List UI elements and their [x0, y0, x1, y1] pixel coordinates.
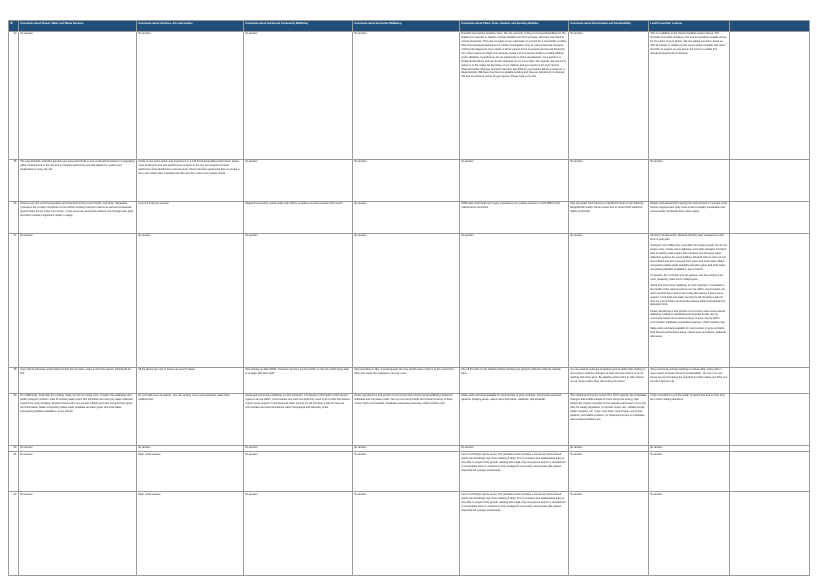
table-cell[interactable] — [137, 201, 244, 233]
cell-text: No answer — [20, 492, 33, 496]
cell-text: No answer — [138, 446, 151, 450]
cell-text: No answer — [354, 234, 367, 238]
cell-text: Stop spending on fibs. It would appear the only growth area in jobs is at the council but them who cares the ratepayers can pay more. — [354, 368, 454, 376]
table-cell[interactable] — [569, 393, 649, 445]
cell-text: Dunedin Gymnastics Academy here. We are currently renting 2 commercial facilities for the academy to operate in. Neither of these facilities are fit for purpose. We have submitted to council previously. This year we apply to our submission to council for a new facility at Sidey Park and requested assistance for further investigation. Due to current financial restraints nothing has happened. Gym sports in all its various forms is growing and we are limited by our current space and high rent. Dunedin needs a fit for purpose facility to enable children, youth, disabled, neurodiverse etc an opportunity to thrive and develop. Gym sports is a fundamental activity and can be life changing for our community. We urgently ask council to assist us in the matter for the future of our children and gym sports in the Gym Sports National Facility Strategy, Dunedin has been identified by Gymnastics NZ as a venue for a Regional Hub. WE have now found a suitable building and have an opportunity to develop this into an amazing venue for gym sports. Please help us do this. — [461, 32, 567, 79]
cell-text: The new kerbside collection services are great and I'd like to see continued investment in upgrading water infrastructure in the city and in creating welcoming and safe places for cyclists and pedestrians to enjoy the city. — [20, 160, 135, 172]
empty-cell[interactable] — [730, 367, 810, 393]
cell-text: No answer — [461, 234, 474, 238]
cell-text: Make parks and land available for communities to grow orchards, food forests and foraging areas, nature trees and plants, wetlands, wild areas. — [650, 327, 727, 339]
cell-text: No answer — [354, 32, 367, 36]
column-header-id[interactable]: ID — [9, 21, 19, 32]
table-cell[interactable] — [19, 492, 137, 576]
table-cell[interactable] — [569, 492, 649, 576]
cell-text: I'd like to see some action and investment in a mid-sized accessible performance space, more funding for arts and performance projects in the city, and support for local performers and practitioners in local events. There has been good work done to create a live music action plan, hopefully this will meet the music communities needs. — [138, 160, 240, 176]
empty-cell[interactable] — [730, 233, 810, 367]
table-row — [9, 201, 810, 233]
cell-text: Do it differently. Look after the existing roads, but do not create more. Create more walkways and public transport corridors. Also fix existing water pipes. But introduce rain and grey water collection systems for every building. Reward citizens who put out less rubbish and who compost their green and food waste. Make composting toilets easily available and also green and food waste composting facilities available in every suburb. — [20, 394, 134, 414]
table-cell[interactable] — [244, 233, 353, 367]
cell-text: Foster development and growth of community and environmental wellbeing instead of individual and corporate profits. Set up community banks and a local currency to keep money within communities. Facilitate cooperative business, which workers own. — [354, 394, 453, 406]
column-header[interactable]: Comments about Economic Wellbeing — [353, 21, 460, 32]
column-header-empty[interactable] — [730, 21, 810, 32]
cell-text: Social and community wellbeing is most important. It is based on the health of the natural systems we live within. Communities can work out what they need to do to help themselves if given some support. Fund food and water security for All. Develop a plan for how our communities can feed themselves within bioregional and planetary limits. — [650, 283, 726, 307]
table-row — [9, 159, 810, 201]
table-cell[interactable] — [649, 31, 730, 159]
cell-text: The natural environment comes first. DCC urgently has to facilitate changes that enable people to thrive using less energy, that reduce the impact of people on the natural environment of our city. Plan for steady population, no growth, fewer cars, reliable simple public transport, etc, many more trees, food forests, community gardens, permeable surfaces, no poisonous sprays on roadsides, nature based solutions etc. — [570, 394, 647, 421]
cell-text: No answer — [138, 234, 151, 238]
table-cell[interactable] — [649, 452, 730, 492]
cell-text: No answer — [650, 160, 663, 164]
cell-text: No answer — [650, 452, 663, 456]
table-cell[interactable] — [353, 492, 460, 576]
table-cell[interactable] — [19, 31, 137, 159]
table-cell[interactable] — [460, 492, 569, 576]
table-cell[interactable] — [137, 31, 244, 159]
table-cell[interactable] — [460, 393, 569, 445]
table-cell[interactable] — [19, 159, 137, 201]
cell-text: Make parks and land available for communities to grow orchards, food forests and food gardens, foraging areas, nature trees and plants, wetlands, wild areas&E. — [461, 394, 562, 402]
cell-text: More music spaces — [138, 492, 161, 496]
cell-text: No answer — [570, 446, 583, 450]
cell-text: No answer — [245, 234, 258, 238]
cell-text: No answer — [245, 160, 258, 164]
cell-text: No answer — [354, 446, 367, 450]
cell-text: Please push ahead with opening the train tunnels to increase cycle tourism opportunities (way more environmentally sustainable and economically worthwhile than cruise ships). — [650, 202, 727, 214]
cell-text: No answer — [354, 452, 367, 456]
row-id-cell[interactable]: 24 — [9, 31, 19, 159]
column-header[interactable]: Comments about Social and Community Wellbeing — [244, 21, 353, 32]
cell-text: No answer — [570, 32, 583, 36]
table-cell[interactable] — [569, 367, 649, 393]
cell-text: Foster development and growth of community and environmental wellbeing instead of individual and corporate profits. Set up community banks and a local currency to keep money within communities. Facilitate cooperative business, which workers own. — [650, 309, 726, 325]
table-cell[interactable] — [137, 393, 244, 445]
table-cell[interactable] — [137, 492, 244, 576]
empty-cell[interactable] — [730, 492, 810, 576]
cell-text: No answer — [20, 234, 33, 238]
cell-text: Lack of a lifestyle sports venue. Our old skate parks and lack a venues for wheel based sports are shockingly low. From skating to dirtly, bmx to scooters and skateboards there is very little to support their growth. Skating has made a big resurgence and from recreational to competitive there is nowhere to truly engage the community and provide safe spaces especially for younger participants. — [461, 452, 566, 472]
cell-text: Love the book bus service! — [138, 202, 170, 206]
table-cell[interactable] — [649, 393, 730, 445]
table-cell[interactable] — [569, 31, 649, 159]
cell-text: No answer — [245, 446, 258, 450]
table-cell[interactable] — [353, 452, 460, 492]
cell-text: No answer — [650, 492, 663, 496]
table-cell[interactable] — [569, 452, 649, 492]
cell-text: They need to be actively working to reduce debt. Living with in ones means is basic economic sustainability. You can't run you house by just increasing the overdraft so what makes you think you can do it with our city — [650, 368, 728, 384]
cell-text: Social and community wellbeing is most important. It is based on the health of the natural systems we live within. Communities can work out what they need to do to help themselves if given some support. Fund food and water security for All. Develop a plan for how our communities can feed themselves within bioregional and planetary limits. — [245, 394, 350, 410]
cell-text: Transport: Do it differently. Look after the existing roads, but do not create more. Create more walkways and public transport corridors. Also to existing water pipes. But introduce rain and grey water collection systems for every building. Reward citizens who put out less rubbish and who compost their green and food waste. Make composting toilets easily available and also green and food waste composting facilities available in every suburb. — [650, 244, 727, 271]
empty-cell[interactable] — [730, 201, 810, 233]
table-cell[interactable] — [244, 31, 353, 159]
cell-text: No answer — [461, 160, 474, 164]
table-cell[interactable] — [460, 233, 569, 367]
table-cell[interactable] — [649, 233, 730, 367]
column-header[interactable]: Comments about Roads, Water and Waste Services — [19, 21, 137, 32]
row-id-cell[interactable]: 29 — [9, 393, 19, 445]
table-cell[interactable] — [244, 367, 353, 393]
header-row — [9, 21, 810, 32]
table-cell[interactable] — [137, 452, 244, 492]
cell-text: Surry Street drainage needs fixed promptly but do water mains so bull ch's pavers ollytrail will be fine — [20, 368, 131, 376]
cell-text: No answer — [354, 160, 367, 164]
row-id-cell[interactable]: 32 — [9, 492, 19, 576]
column-header[interactable]: Comments about Parks, Pools, Gardens and Sporting facilities — [460, 21, 569, 32]
row-id-cell[interactable]: 25 — [9, 159, 19, 201]
cell-text: No answer — [20, 452, 33, 456]
empty-cell[interactable] — [730, 393, 810, 445]
empty-cell[interactable] — [730, 31, 810, 159]
table-cell[interactable] — [19, 367, 137, 393]
table-cell[interactable] — [569, 201, 649, 233]
table-cell[interactable] — [244, 201, 353, 233]
cell-text: All the above are nice to haves not need to haves — [138, 368, 196, 372]
cell-text: No answer — [570, 234, 583, 238]
table-row — [9, 393, 810, 445]
cell-text: Do not build more art spaces. Use the existing ones more creatively, make them multipurpose. — [138, 394, 230, 402]
table-cell[interactable] — [353, 31, 460, 159]
column-header[interactable]: Comments about Environment and Sustainability — [569, 21, 649, 32]
cell-text: Targeted community grants really help NGO's to deliver services to those that need it. — [245, 202, 344, 206]
table-cell[interactable] — [244, 159, 353, 201]
table-cell[interactable] — [460, 201, 569, 233]
empty-cell[interactable] — [730, 452, 810, 492]
cell-text: No answer — [245, 32, 258, 36]
cell-text: Great to see the council preparation and response during recent floods, well done. Separated cycleways are a major contributor to low carbon emitting transport options as well as recreational opportunities for the entire community. I cycle commute around the harbour and through town daily and have noticed a significant uptick in usage. — [20, 202, 134, 218]
table-cell[interactable] — [649, 367, 730, 393]
row-id-cell[interactable]: 26 — [9, 201, 19, 233]
cell-text: No answer — [138, 32, 151, 36]
empty-cell[interactable] — [730, 159, 810, 201]
table-row — [9, 367, 810, 393]
cell-text: Art spaces: Do not build more art spaces. Use the existing ones more creatively, make them multipurpose. — [650, 273, 724, 281]
table-cell[interactable] — [244, 393, 353, 445]
cell-text: No answer — [650, 446, 663, 450]
cell-text: Stop picking up after WINZ. Customer services is just a buffer to stop the public being able to engage with DCC staff — [245, 368, 349, 376]
row-id-cell[interactable]: 28 — [9, 367, 19, 393]
cell-text: No answer — [20, 446, 33, 450]
table-cell[interactable] — [460, 159, 569, 201]
table-row — [9, 233, 810, 367]
cell-text: More music spaces — [138, 452, 161, 456]
table-cell[interactable] — [19, 393, 137, 445]
table-cell[interactable] — [460, 452, 569, 492]
column-header[interactable]: Comments about Libraries, Arts and Culture — [137, 21, 244, 32]
table-cell[interactable] — [19, 201, 137, 233]
table-cell[interactable] — [353, 393, 460, 445]
table-cell[interactable] — [19, 452, 137, 492]
table-cell[interactable] — [353, 201, 460, 233]
cell-text: No answer — [570, 160, 583, 164]
cell-text: Lack of a lifestyle sports venue. Our old skate parks and lack a venues for wheel based sports are shockingly low. From skating to dirtly, bmx to scooters and skateboards there is very little to support their growth. Skating has made a big resurgence and from recreational to competitive there is nowhere to truly engage the community and provide safe spaces especially for younger participants. — [461, 492, 566, 512]
table-cell[interactable] — [244, 492, 353, 576]
cell-text: No answer — [20, 32, 33, 36]
row-id-cell[interactable]: 31 — [9, 452, 19, 492]
cell-text: Pay off the debt on the Stadium before starting new projects. Maintain what we already have — [461, 368, 561, 376]
cell-text: This is in addition to the Sports Facilities section above. The Dunedin Gymnastic Academy has found a possible suitable venue for the future of Gym Sports. We are asking council to assist us with all matters in relating to this venue where possible. We need the DCC to support us now and in the future to enable this wonderful opportunity to develop. — [650, 32, 727, 55]
table-cell[interactable] — [460, 367, 569, 393]
table-cell[interactable] — [137, 159, 244, 201]
cell-text: MTB parks and tracks are hugely important to me; please continue to fund MBO's trail maintenance contractor. — [461, 202, 560, 210]
table-cell[interactable] — [649, 492, 730, 576]
row-id-cell[interactable]: 30 — [9, 445, 19, 452]
table-cell[interactable] — [353, 159, 460, 201]
cell-text: No answer — [461, 446, 474, 450]
table-body — [9, 31, 810, 576]
table-cell[interactable] — [353, 233, 460, 367]
table-cell[interactable] — [137, 367, 244, 393]
table-row — [9, 492, 810, 576]
table-cell[interactable] — [19, 233, 137, 367]
column-header[interactable]: Lavatl Councillor to know — [649, 21, 730, 32]
cell-text: No answer — [354, 492, 367, 496]
cell-text: I wish councillors to put the health of nature first and to think long term when making decisions. — [650, 394, 725, 402]
table-cell[interactable] — [460, 31, 569, 159]
table-cell[interactable] — [569, 159, 649, 201]
table-cell[interactable] — [137, 233, 244, 367]
table-cell[interactable] — [353, 367, 460, 393]
table-cell[interactable] — [649, 159, 730, 201]
table-row — [9, 452, 810, 492]
cell-text: No answer — [570, 452, 583, 456]
table-cell[interactable] — [244, 452, 353, 492]
cell-text: Pigs and goats have become a significant issue on the Swampy Ridge/Roslin tracks. Some investment to control both would be highly worthwhile. — [570, 202, 644, 214]
cell-text: No answer — [570, 492, 583, 496]
cell-text: You we need be reducing emissions etc but rather than rushing in and trying to lead the changes sit back and see what is or is not working with other town. By adopting what works in other places so our money rather than reinventing the wheel — [570, 368, 646, 384]
submissions-table — [8, 20, 810, 576]
table-row — [9, 31, 810, 159]
table-cell[interactable] — [649, 201, 730, 233]
cell-text: Sensors Climate Action Network (SCAN) early engagement with DCC 9-year plan. — [650, 234, 724, 242]
cell-text: No answer — [354, 202, 367, 206]
cell-text: No answer — [245, 452, 258, 456]
cell-text: No answer — [245, 492, 258, 496]
row-id-cell[interactable]: 27 — [9, 233, 19, 367]
table-cell[interactable] — [569, 233, 649, 367]
spreadsheet — [8, 20, 809, 576]
